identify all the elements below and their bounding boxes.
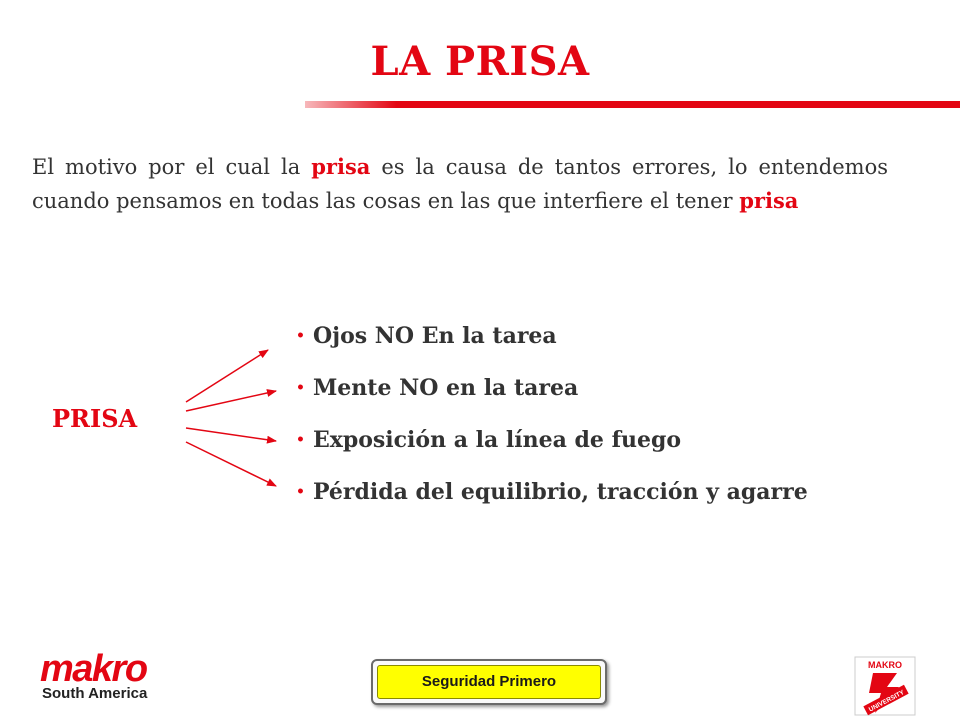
list-item bbox=[296, 318, 808, 370]
makro-logo-word: makro bbox=[40, 648, 147, 690]
safety-badge bbox=[371, 659, 607, 705]
intro-text-2: es la causa de tantos errores, lo entendemos cuando pensamos en todas las cosas en las que interfiere el tener bbox=[32, 155, 888, 213]
list-item bbox=[296, 474, 808, 526]
makro-logo bbox=[40, 650, 170, 702]
list-item-text: Ojos NO En la tarea bbox=[312, 323, 557, 349]
makro-university-logo bbox=[853, 655, 917, 717]
intro-text-1: El motivo por el cual la bbox=[32, 155, 312, 179]
list-item-text: Exposición a la línea de fuego bbox=[312, 427, 682, 453]
prisa-label: PRISA bbox=[52, 404, 138, 433]
arrow-4 bbox=[186, 442, 276, 486]
bullet-dot: • bbox=[296, 432, 305, 448]
list-item-text: Pérdida del equilibrio, tracción y agarre bbox=[312, 479, 808, 505]
consequences-list bbox=[296, 318, 808, 526]
university-logo-band: UNIVERSITY bbox=[867, 689, 906, 714]
arrow-1 bbox=[186, 350, 268, 402]
bullet-dot: • bbox=[296, 484, 305, 500]
list-item bbox=[296, 422, 808, 474]
list-item-text: Mente NO en la tarea bbox=[312, 375, 579, 401]
intro-highlight-2: prisa bbox=[739, 188, 799, 213]
slide-title: LA PRISA bbox=[370, 38, 590, 85]
university-logo-top: MAKRO bbox=[868, 660, 902, 670]
list-item bbox=[296, 370, 808, 422]
intro-highlight-1: prisa bbox=[311, 154, 371, 179]
arrow-3 bbox=[186, 428, 276, 441]
bullet-dot: • bbox=[296, 328, 305, 344]
makro-logo-subtitle: South America bbox=[42, 685, 148, 702]
safety-badge-label: Seguridad Primero bbox=[377, 665, 601, 699]
bullet-dot: • bbox=[296, 380, 305, 396]
